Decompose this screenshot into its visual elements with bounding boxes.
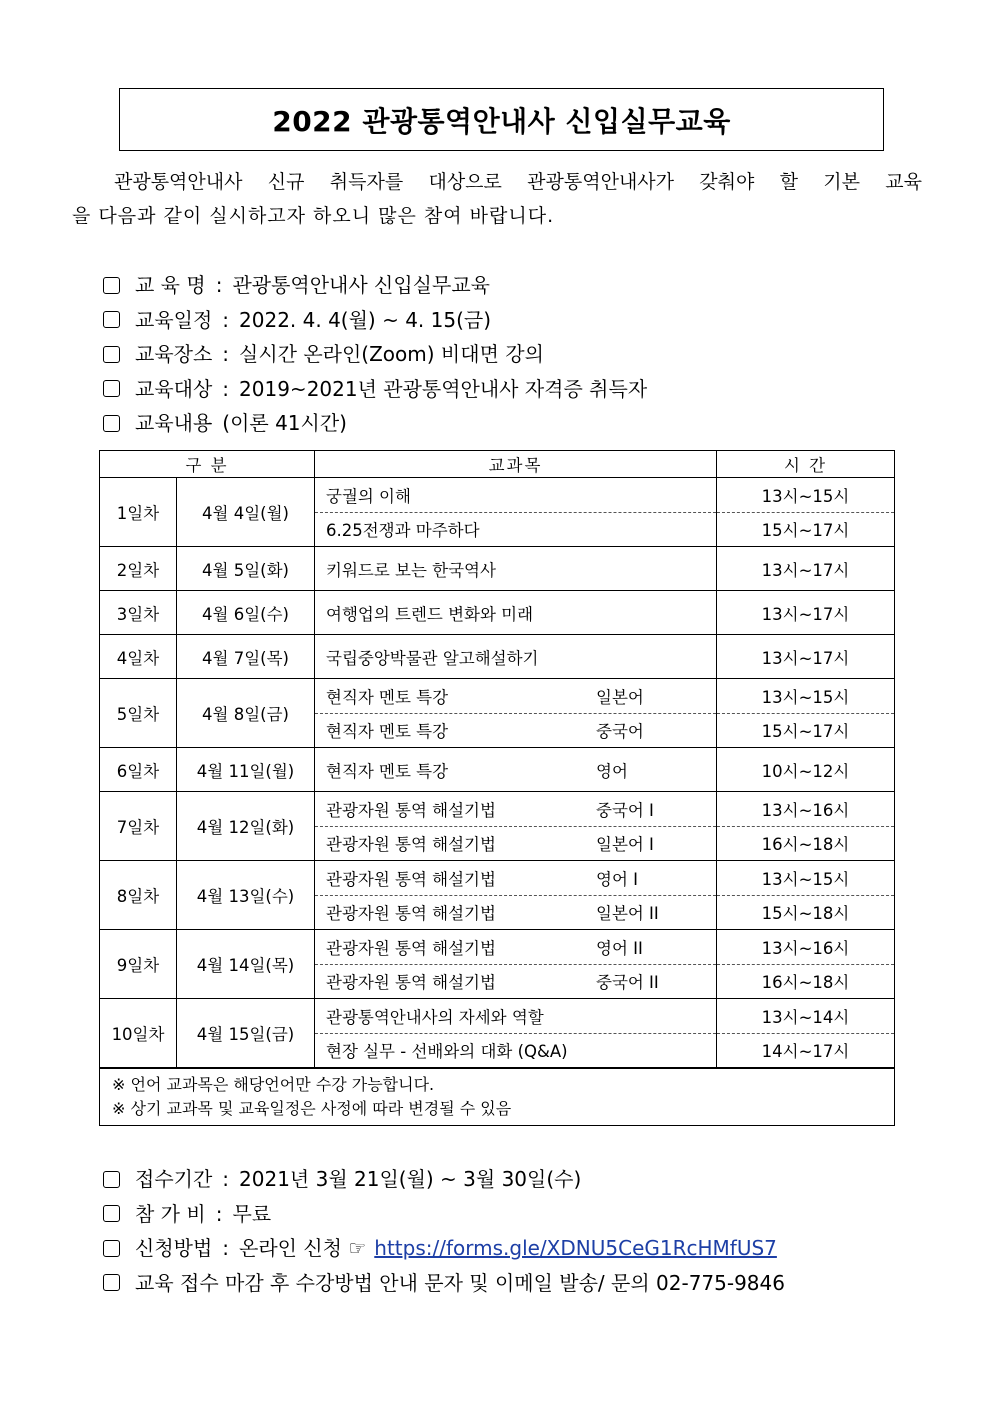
- day-cell: 7일차: [100, 792, 177, 861]
- info-label: 교육내용: [135, 411, 213, 435]
- signup-link[interactable]: https://forms.gle/XDNU5CeG1RcHMfUS7: [374, 1236, 777, 1260]
- info-item-location: 교육장소 : 실시간 온라인(Zoom) 비대면 강의: [103, 337, 647, 372]
- info-value: 2019~2021년 관광통역안내사 자격증 취득자: [239, 376, 648, 401]
- subject-cell: [315, 964, 717, 999]
- time-cell: 16시~18시: [717, 826, 895, 861]
- date-cell: 4월 5일(화): [177, 547, 315, 591]
- intro-line-1: 관광통역안내사 신규 취득자를 대상으로 관광통역안내사가 갖춰야 할 기본 교육: [114, 171, 922, 193]
- subject-name: 관광자원 통역 해설기법: [326, 904, 496, 924]
- info-value: 2021년 3월 21일(월) ~ 3월 30일(수): [239, 1167, 582, 1191]
- date-cell: 4월 11일(월): [177, 748, 315, 792]
- table-row: [100, 591, 895, 635]
- day-cell: 4일차: [100, 635, 177, 679]
- subject-cell: [315, 1033, 717, 1068]
- table-row: [100, 679, 895, 714]
- page-title: 2022 관광통역안내사 신입실무교육: [119, 88, 884, 151]
- checkbox-icon: [103, 1205, 120, 1222]
- table-row: [100, 748, 895, 792]
- checkbox-icon: [103, 311, 120, 328]
- day-cell: 9일차: [100, 930, 177, 999]
- info-value: 관광통역안내사 신입실무교육: [232, 273, 490, 297]
- time-cell: 13시~14시: [717, 999, 895, 1034]
- time-cell: 13시~15시: [717, 679, 895, 714]
- info-item-target: 교육대상 : 2019~2021년 관광통역안내사 자격증 취득자: [103, 372, 647, 407]
- subject-language: 일본어 II: [596, 904, 659, 924]
- time-cell: 14시~17시: [717, 1033, 895, 1068]
- subject-name: 현직자 멘토 특강: [326, 722, 449, 742]
- time-cell: 13시~16시: [717, 792, 895, 827]
- date-cell: 4월 12일(화): [177, 792, 315, 861]
- info-value: (이론 41시간): [222, 411, 347, 435]
- info-label: 교육대상: [135, 376, 213, 401]
- time-cell: 15시~18시: [717, 895, 895, 930]
- info-label: 교 육 명: [135, 273, 206, 297]
- subject-name: 궁궐의 이해: [326, 486, 411, 506]
- table-row: [100, 792, 895, 827]
- subject-language: 일본어: [596, 687, 644, 707]
- subject-cell: [315, 713, 717, 748]
- table-row: [100, 999, 895, 1034]
- subject-name: 현장 실무 - 선배와의 대화 (Q&A): [326, 1042, 568, 1061]
- subject-cell: [315, 999, 717, 1034]
- info-item-schedule: 교육일정 : 2022. 4. 4(월) ~ 4. 15(금): [103, 303, 647, 338]
- day-cell: 10일차: [100, 999, 177, 1068]
- subject-cell: [315, 679, 717, 714]
- subject-cell: [315, 930, 717, 965]
- footer-list: [103, 1162, 785, 1300]
- subject-cell: [315, 792, 717, 827]
- checkbox-icon: [103, 415, 120, 432]
- info-item-period: 접수기간 : 2021년 3월 21일(월) ~ 3월 30일(수): [103, 1162, 785, 1197]
- header-division: 구 분: [100, 451, 315, 478]
- header-time: 시 간: [717, 451, 895, 478]
- checkbox-icon: [103, 1240, 120, 1257]
- subject-language: 영어 I: [596, 869, 638, 889]
- info-value: 실시간 온라인(Zoom) 비대면 강의: [239, 342, 544, 366]
- subject-cell: [315, 591, 717, 635]
- subject-name: 관광자원 통역 해설기법: [326, 973, 496, 993]
- subject-language: 중국어 I: [596, 800, 654, 820]
- info-label: 참 가 비: [135, 1201, 206, 1226]
- schedule-body: [100, 478, 895, 1068]
- checkbox-icon: [103, 1274, 120, 1291]
- day-cell: 1일차: [100, 478, 177, 547]
- subject-cell: [315, 512, 717, 547]
- info-value: 무료: [232, 1201, 272, 1226]
- subject-name: 관광자원 통역 해설기법: [326, 869, 496, 889]
- time-cell: 13시~15시: [717, 861, 895, 896]
- info-item-notice: [103, 1266, 785, 1301]
- info-label: 신청방법: [135, 1236, 213, 1260]
- table-row: [100, 930, 895, 965]
- date-cell: 4월 13일(수): [177, 861, 315, 930]
- day-cell: 3일차: [100, 591, 177, 635]
- date-cell: 4월 6일(수): [177, 591, 315, 635]
- info-label: 교육장소: [135, 342, 213, 366]
- info-item-fee: 참 가 비 : 무료: [103, 1197, 785, 1232]
- subject-cell: [315, 861, 717, 896]
- time-cell: 13시~15시: [717, 478, 895, 513]
- subject-cell: [315, 895, 717, 930]
- checkbox-icon: [103, 1171, 120, 1188]
- time-cell: 16시~18시: [717, 964, 895, 999]
- subject-name: 관광자원 통역 해설기법: [326, 938, 496, 958]
- subject-language: 영어 II: [596, 938, 643, 958]
- subject-cell: [315, 748, 717, 792]
- date-cell: 4월 8일(금): [177, 679, 315, 748]
- subject-name: 6.25전쟁과 마주하다: [326, 521, 480, 541]
- info-label: 교육일정: [135, 307, 213, 332]
- intro-line-2: 을 다음과 같이 실시하고자 하오니 많은 참여 바랍니다.: [72, 205, 555, 227]
- note-line: ※ 언어 교과목은 해당언어만 수강 가능합니다.: [112, 1074, 435, 1094]
- note-line: ※ 상기 교과목 및 교육일정은 사정에 따라 변경될 수 있음: [112, 1098, 512, 1118]
- date-cell: 4월 14일(목): [177, 930, 315, 999]
- subject-cell: [315, 478, 717, 513]
- day-cell: 6일차: [100, 748, 177, 792]
- subject-name: 키워드로 보는 한국역사: [326, 560, 496, 580]
- subject-language: 중국어 II: [596, 973, 659, 993]
- table-row: [100, 635, 895, 679]
- info-item-content: [103, 406, 647, 441]
- time-cell: 13시~17시: [717, 591, 895, 635]
- checkbox-icon: [103, 277, 120, 294]
- schedule-table: [99, 450, 895, 1126]
- subject-name: 관광통역안내사의 자세와 역할: [326, 1007, 544, 1027]
- subject-name: 관광자원 통역 해설기법: [326, 835, 496, 855]
- subject-cell: [315, 826, 717, 861]
- time-cell: 13시~17시: [717, 635, 895, 679]
- date-cell: 4월 15일(금): [177, 999, 315, 1068]
- info-value: 온라인 신청 ☞: [239, 1236, 367, 1260]
- time-cell: 10시~12시: [717, 748, 895, 792]
- day-cell: 2일차: [100, 547, 177, 591]
- subject-name: 여행업의 트렌드 변화와 미래: [326, 604, 534, 624]
- table-notes: [100, 1068, 895, 1126]
- checkbox-icon: [103, 346, 120, 363]
- subject-cell: [315, 547, 717, 591]
- table-row: [100, 547, 895, 591]
- info-label: 접수기간: [135, 1167, 213, 1191]
- subject-cell: [315, 635, 717, 679]
- info-item-method: 신청방법 : 온라인 신청 ☞ https://forms.gle/XDNU5CeG1RcHMfUS7: [103, 1231, 785, 1266]
- subject-name: 현직자 멘토 특강: [326, 687, 449, 707]
- subject-language: 영어: [596, 761, 628, 781]
- checkbox-icon: [103, 380, 120, 397]
- subject-language: 일본어 I: [596, 835, 654, 855]
- time-cell: 13시~17시: [717, 547, 895, 591]
- date-cell: 4월 4일(월): [177, 478, 315, 547]
- date-cell: 4월 7일(목): [177, 635, 315, 679]
- info-value: 2022. 4. 4(월) ~ 4. 15(금): [239, 307, 492, 332]
- table-row: [100, 861, 895, 896]
- subject-name: 국립중앙박물관 알고해설하기: [326, 648, 539, 668]
- subject-name: 관광자원 통역 해설기법: [326, 800, 496, 820]
- time-cell: 13시~16시: [717, 930, 895, 965]
- intro-paragraph: [72, 165, 922, 233]
- day-cell: 8일차: [100, 861, 177, 930]
- time-cell: 15시~17시: [717, 713, 895, 748]
- info-item-course-name: 교 육 명 : 관광통역안내사 신입실무교육: [103, 268, 647, 303]
- header-subject: 교과목: [315, 451, 717, 478]
- time-cell: 15시~17시: [717, 512, 895, 547]
- table-header-row: [100, 451, 895, 478]
- subject-language: 중국어: [596, 722, 644, 742]
- table-row: [100, 478, 895, 513]
- notice-text: 교육 접수 마감 후 수강방법 안내 문자 및 이메일 발송/ 문의 02-775-9846: [135, 1270, 785, 1295]
- info-list: [103, 268, 647, 441]
- day-cell: 5일차: [100, 679, 177, 748]
- subject-name: 현직자 멘토 특강: [326, 761, 449, 781]
